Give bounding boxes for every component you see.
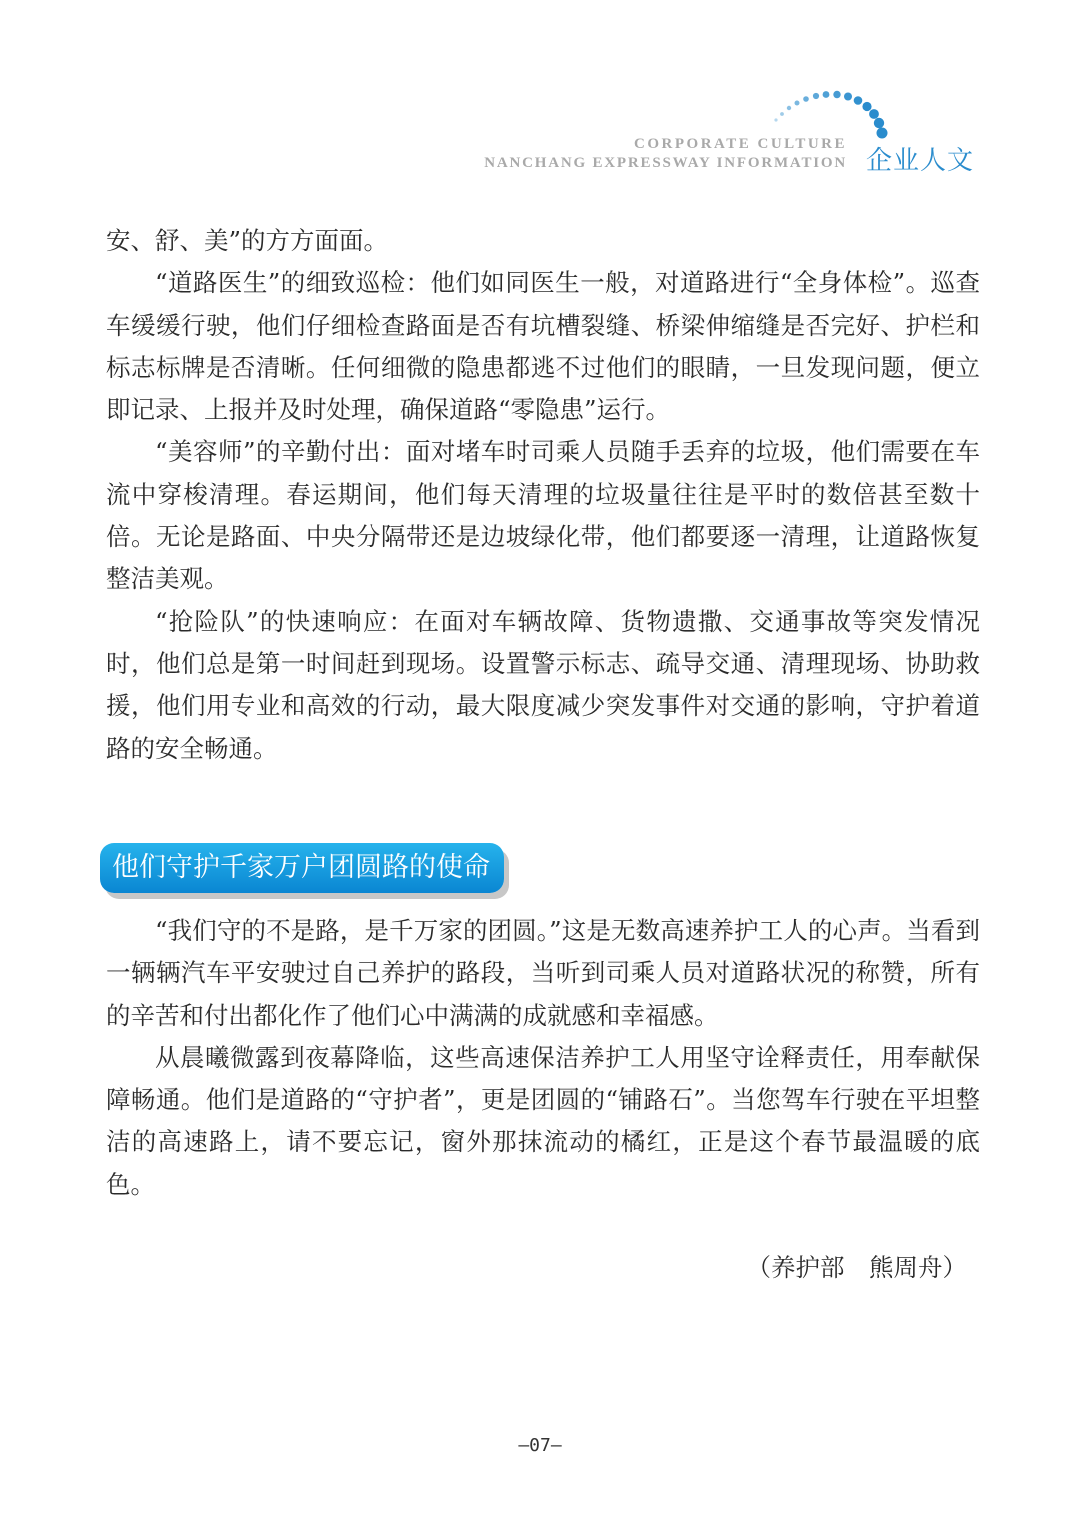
paragraph-closing: 从晨曦微露到夜幕降临，这些高速保洁养护工人用坚守诠释责任，用奉献保障畅通。他们是道路的“守护者”，更是团圆的“铺路石”。当您驾车行驶在平坦整洁的高速路上，请不要忘记，窗外那抹流动的橘红，正是这个春节最温暖的底色。 <box>106 1042 980 1199</box>
author-signature: （养护部 熊周舟） <box>746 1253 967 1282</box>
paragraph-rescue-team: “抢险队”的快速响应：在面对车辆故障、货物遗撒、交通事故等突发情况时，他们总是第一时间赶到现场。设置警示标志、疏导交通、清理现场、协助救援，他们用专业和高效的行动，最大限度减少突发事件对交通的影响，守护着道路的安全畅通。 <box>106 606 980 763</box>
paragraph-mission: “我们守的不是路，是千万家的团圆。”这是无数高速养护工人的心声。当看到一辆辆汽车平安驶过自己养护的路段，当听到司乘人员对道路状况的称赞，所有的辛苦和付出都化作了他们心中满满的成就感和幸福感。 <box>106 916 980 1030</box>
body-text-block <box>106 220 980 770</box>
page-header <box>0 0 1080 200</box>
paragraph-road-doctor: “道路医生”的细致巡检：他们如同医生一般，对道路进行“全身体检”。巡查车缓缓行驶，他们仔细检查路面是否有坑槽裂缝、桥梁伸缩缝是否完好、护栏和标志标牌是否清晰。任何细微的隐患都逃不过他们的眼睛，一旦发现问题，便立即记录、上报并及时处理，确保道路“零隐患”运行。 <box>106 268 980 425</box>
section-text-block <box>106 910 980 1206</box>
header-cn-title: 企业人文 <box>866 146 975 176</box>
section-heading: 他们守护千家万户团圆路的使命 <box>100 843 504 893</box>
page-number: —07— <box>518 1435 562 1456</box>
header-en-line-1: CORPORATE CULTURE <box>634 136 847 152</box>
paragraph-beautician: “美容师”的辛勤付出：面对堵车时司乘人员随手丢弃的垃圾，他们需要在车流中穿梭清理。春运期间，他们每天清理的垃圾量往往是平时的数倍甚至数十倍。无论是路面、中央分隔带还是边坡绿化带，他们都要逐一清理，让道路恢复整洁美观。 <box>106 437 980 594</box>
paragraph-continuation: 安、舒、美”的方方面面。 <box>106 226 389 255</box>
header-en-line-2: NANCHANG EXPRESSWAY INFORMATION <box>484 155 847 171</box>
